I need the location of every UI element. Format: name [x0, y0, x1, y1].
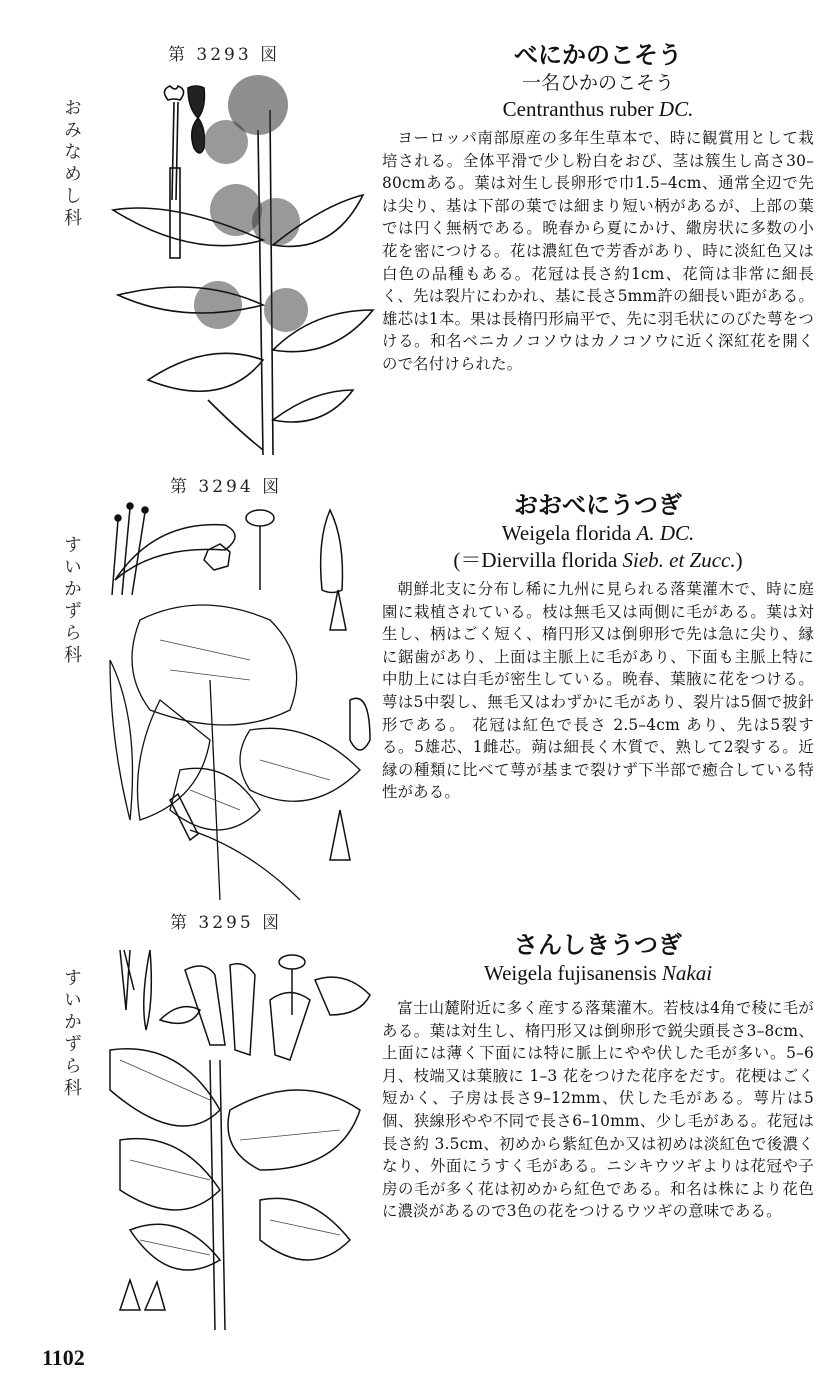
figure-label: 第 3293 図 [168, 45, 281, 65]
family-label: すいかずら科 [61, 535, 82, 667]
japanese-name: さんしきうつぎ [514, 931, 682, 959]
figure-label: 第 3295 図 [170, 913, 283, 933]
japanese-name: おおべにうつぎ [514, 491, 682, 519]
entry-weigela-fujisanensis [382, 930, 814, 1223]
description: ヨーロッパ南部原産の多年生草本で、時に観賞用として栽培される。全体平滑で少し粉白をおび、茎は簇生し高さ30–80cmある。葉は対生し長卵形で巾1.5–4cm、通常全辺で先は尖り、基は下部の葉では細まり短い柄があるが、上部の葉では円く無柄である。晩春から夏にかけ、繖房状に多数の小花を密につける。花は濃紅色で芳香があり、時に淡紅色又は白色の品種もある。花冠は長さ約1cm、花筒は非常に細長く、先は裂片にわかれ、基に長さ5mm許の細長い距がある。雄芯は1本。果は長楕円形扁平で、先に羽毛状にのびた萼をつける。和名ベニカノコソウはカノコソウに近く深紅花を開くので名付けられた。 [382, 129, 814, 373]
family-label: すいかずら科 [61, 968, 82, 1100]
weigela-florida-illustration-icon [100, 500, 378, 900]
centranthus-illustration-icon [108, 70, 378, 455]
entry-centranthus-ruber [382, 40, 814, 376]
weigela-fujisanensis-illustration-icon [100, 940, 378, 1330]
entry-weigela-florida [382, 490, 814, 804]
scientific-name: Weigela fujisanensis Nakai [483, 961, 713, 985]
scientific-name: Weigela florida A. DC. [501, 521, 695, 545]
scientific-name: Centranthus ruber DC. [502, 97, 694, 121]
japanese-name: べにかのこそう [514, 41, 682, 69]
page-number: 1102 [42, 1345, 85, 1370]
family-label: おみなめし科 [61, 98, 82, 230]
figure-label: 第 3294 図 [170, 477, 283, 497]
description: 富士山麓附近に多く産する落葉灌木。若枝は4角で稜に毛がある。葉は対生し、楕円形又は倒卵形で鋭尖頭長さ3–8cm、上面には薄く下面には特に脈上にやや伏した毛が多い。5–6月、枝端又は葉腋に 1–3 花をつけた花序をだす。花梗はごく短かく、子房は長さ9–12mm、伏した毛がある。萼片は5個、狭線形やや不同で長さ6–10mm、少し毛がある。花冠は長さ約 3.5cm、初めから紫紅色か又は初めは淡紅色で後濃くなり、外面にうすく毛がある。ニシキウツギよりは花冠や子房の毛が多く花は初めから紅色である。和名は株により花色に濃淡があるので3色の花をつけるウツギの意味である。 [382, 999, 814, 1221]
description: 朝鮮北支に分布し稀に九州に見られる落葉灌木で、時に庭園に栽植されている。枝は無毛又は両側に毛がある。葉は対生し、柄はごく短く、楕円形又は倒卵形で先は急に尖り、縁に鋸歯があり、上面は主脈上に毛があり、下面も主脈上特に中肋上には白毛が密生している。晩春、葉腋に花をつける。萼は5中裂し、無毛又はわずかに毛があり、裂片は5個で披針形である。 花冠は紅色で長さ 2.5–4cm あり、先は5裂する。5雄芯、1雌芯。蒴は細長く木質で、熟して2裂する。近縁の種類に比べて萼が基まで裂けず下半部で癒合している特性がある。 [382, 580, 814, 802]
alternate-name: 一名ひかのこそう [521, 72, 674, 94]
synonym: (＝Diervilla florida Sieb. et Zucc.) [453, 548, 743, 572]
